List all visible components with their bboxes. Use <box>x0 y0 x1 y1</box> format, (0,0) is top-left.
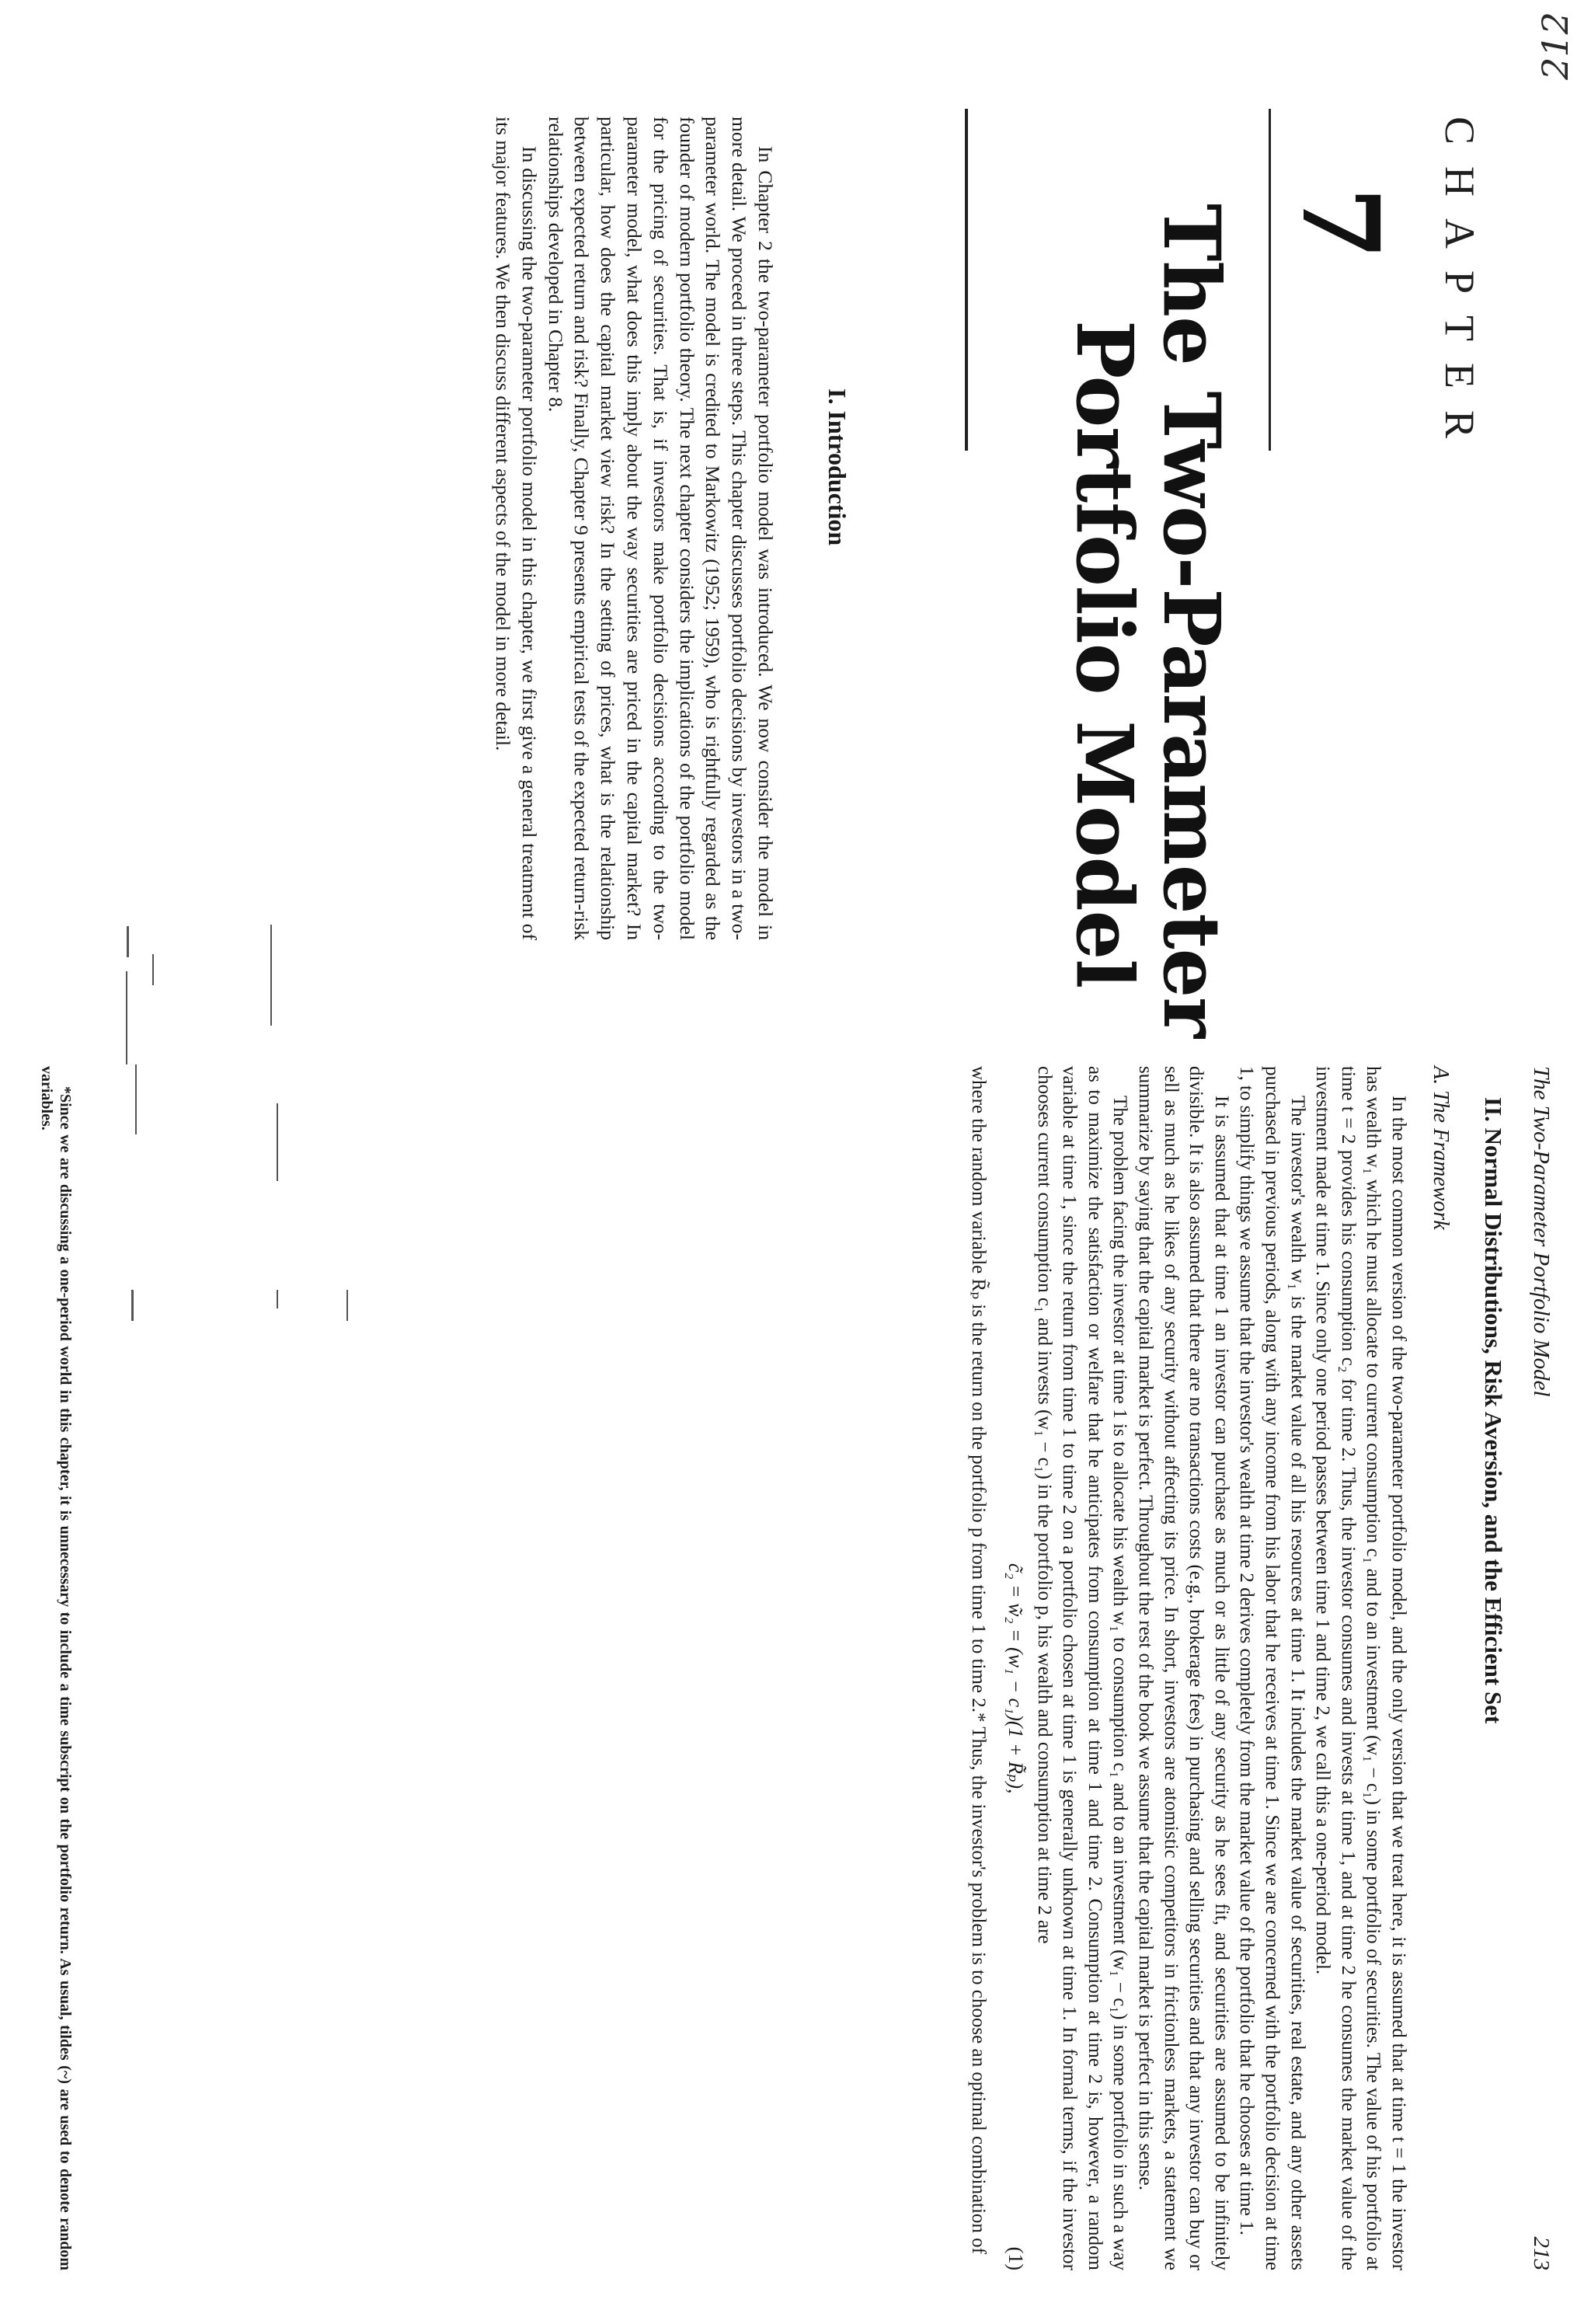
equation-number: (1) <box>1004 2246 1028 2270</box>
gutter-scan-mark <box>127 926 129 957</box>
body-paragraph: In Chapter 2 the two-parameter portfolio model was introduced. We now consider the model in more detail. We proceed in three steps. This chapter discusses portfolio decisions by investors in a two-parameter world. The model is credited to Markowitz (1952; 1959), who is rightfully regarded as the founder of modern portfolio theory. The next chapter considers the implications of the portfolio model for the pricing of securities. That is, if investors make portfolio decisions according to the two-parameter model, what does this imply about the way securities are priced in the capital market? In particular, how does the capital market view risk? In the setting of prices, what is the relationship between expected return and risk? Finally, Chapter 9 presents empirical tests of the expected return-risk relationships developed in Chapter 8. <box>544 117 777 940</box>
page-number: 213 <box>1529 2236 1554 2270</box>
chapter-title <box>1059 204 1238 1152</box>
body-paragraph: where the random variable R̃ₚ is the return on the portfolio p from time 1 to time 2.* Thus, the investor's problem is to choose an optimal combination of <box>968 1066 990 2255</box>
body-paragraph: The problem facing the investor at time 1 is to allocate his wealth w₁ to consumption c₁ and to an investment (w₁ − c₁) in some portfolio in such a way as to maximize the satisfaction or welfare that he anticipates from consumption at time 1 and time 2. Consumption at time 2 is, however, a random variable at time 1, since the return from time 1 to time 2 on a portfolio chosen at time 1 is generally unknown at time 1. In formal terms, if the investor chooses current consumption c₁ and invests (w₁ − c₁) in the portfolio p, his wealth and consumption at time 2 are <box>1033 1066 1131 2270</box>
equation-1: c̃₂ = w̃₂ = (w₁ − c₁)(1 + R̃ₚ), <box>1004 1563 1028 1794</box>
body-paragraph: In the most common version of the two-parameter portfolio model, and the only version that we treat here, it is assumed that at time t = 1 the investor has wealth w₁ which he must allocate to current consumption c₁ and to an investment (w₁ − c₁) in some portfolio of securities. The value of his portfolio at time t = 2 provides his consumption c₂ for time 2. Thus, the investor consumes and invests at time 1, and at time 2 he consumes the market value of the investment made at time 1. Since only one period passes between time 1 and time 2, we call this a one-period model. <box>1312 1066 1409 2270</box>
framework-text <box>966 1066 1412 2270</box>
body-paragraph: It is assumed that at time 1 an investor can purchase as much or as little of any security as he sees fit, and securities are assumed to be infinitely divisible. It is also assumed that there are no transactions costs (e.g., brokerage fees) in purchasing and selling securities and that any investor can buy or sell as much as he likes of any security without affecting its price. In short, investors are atomistic competitors in frictionless markets, a statement we summarize by saying that the capital market is perfect. Throughout the rest of the book we assume that the capital market is perfect in this sense. <box>1135 1066 1232 2270</box>
gutter-scan-mark <box>346 1290 348 1321</box>
gutter-scan-mark <box>131 1290 134 1321</box>
chapter-title-line-1: The Two-Parameter <box>1146 204 1238 1037</box>
section-heading-normal-distributions: II. Normal Distributions, Risk Aversion, and the Efficient Set <box>1480 1097 1507 1724</box>
chapter-label: CHAPTER <box>1436 117 1483 461</box>
gutter-scan-mark <box>135 1064 137 1134</box>
section-heading-introduction: I. Introduction <box>823 388 851 546</box>
handwritten-page-note: 212 <box>1534 12 1576 80</box>
subsection-heading-framework: A. The Framework <box>1429 1066 1453 1230</box>
gutter-scan-mark <box>126 971 127 1064</box>
chapter-title-line-2: Portfolio Model <box>1059 320 1151 988</box>
gutter-scan-mark <box>277 1103 278 1181</box>
gutter-scan-mark <box>152 954 154 985</box>
body-paragraph: The investor's wealth w₁ is the market value of all his resources at time 1. It includes the market value of securities, real estate, and any other assets purchased in previous periods, along with any income from his labor that he receives at time 1. Since we are concerned with the portfolio decision at time 1, to simplify things we assume that the investor's wealth at time 2 derives completely from the market value of the portfolio that he chooses at time 1. <box>1236 1066 1308 2270</box>
title-rule-bottom <box>965 109 968 451</box>
running-head: The Two-Parameter Portfolio Model <box>1529 1066 1554 1397</box>
gutter-scan-mark <box>277 1290 278 1308</box>
equation-row <box>997 1066 1028 2270</box>
body-paragraph: In discussing the two-parameter portfolio model in this chapter, we first give a general treatment of its major features. We then discuss different aspects of the model in more detail. <box>492 117 541 940</box>
gutter-scan-mark <box>270 925 272 1026</box>
title-rule-top <box>1269 109 1271 451</box>
footnote: *Since we are discussing a one-period world in this chapter, it is unnecessary to include a time subscript on the portfolio return. As usual, tildes (~) are used to denote random variables. <box>38 1066 74 2270</box>
introduction-text <box>489 117 778 940</box>
chapter-number: 7 <box>1278 186 1402 260</box>
